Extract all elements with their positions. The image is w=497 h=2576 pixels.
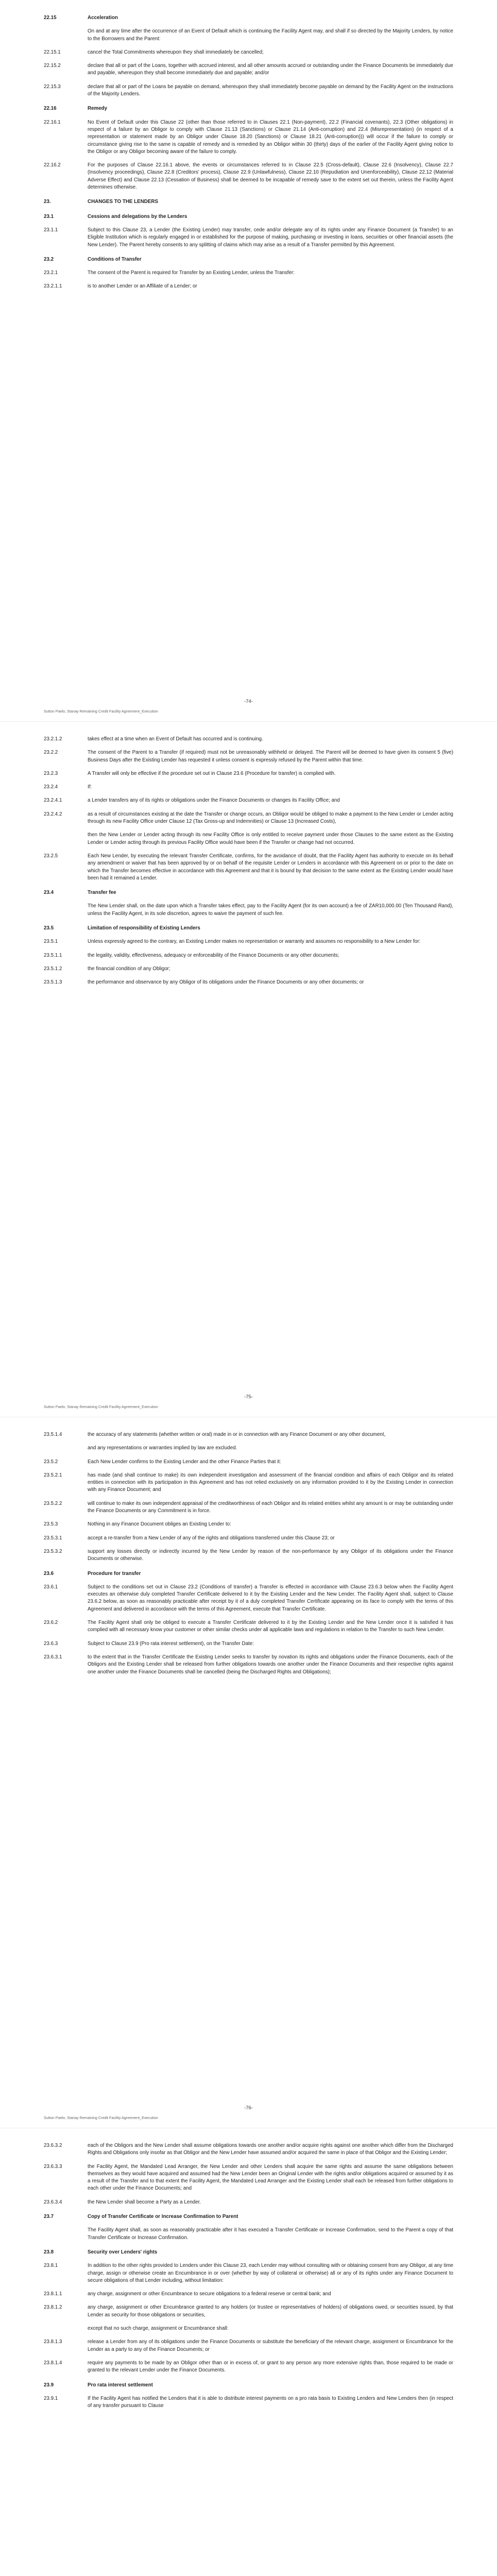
clause-paragraph bbox=[44, 62, 453, 77]
clause-text: The consent of the Parent to a Transfer (if required) must not be unreasonably withheld or delayed. The Parent will be deemed to have given its consent 5 (five) Business Days after the Existing Lender has requested it unless consent is expressly refused by the Parent within that time. bbox=[88, 750, 453, 763]
clause-paragraph bbox=[44, 1500, 453, 1515]
clause-number: 22.16 bbox=[44, 106, 57, 112]
clause-paragraph bbox=[44, 1535, 453, 1542]
clause-text: to the extent that in the Transfer Certificate the Existing Lender seeks to transfer by novation its rights and obligations under the Finance Documents, each of the Obligors and the Existing Lender shall be released from further obligations towards one another under the Finance Documents and their respective rights against one another under the Finance Documents shall be cancelled (being the Discharged Rights and Obligations); bbox=[88, 1654, 453, 1675]
clause-number: 23.8.1.4 bbox=[44, 2360, 62, 2366]
clause-text: the New Lender shall become a Party as a Lender. bbox=[88, 2199, 201, 2205]
clause-paragraph bbox=[44, 853, 453, 882]
clause-paragraph bbox=[44, 1640, 453, 1648]
clause-number: 23.5.2 bbox=[44, 1459, 58, 1465]
document-page-4 bbox=[0, 2128, 497, 2576]
clause-number: 23.5.3.2 bbox=[44, 1548, 62, 1554]
clause-paragraph bbox=[44, 2360, 453, 2375]
clause-paragraph bbox=[44, 1472, 453, 1494]
clause-paragraph bbox=[44, 1521, 453, 1528]
clause-heading-text: Remedy bbox=[88, 106, 108, 112]
clause-number: 23.8.1 bbox=[44, 2263, 58, 2269]
clause-heading-text: Security over Lenders' rights bbox=[88, 2249, 158, 2255]
clause-paragraph bbox=[44, 938, 453, 945]
clause-paragraph bbox=[44, 2338, 453, 2353]
clause-text: Unless expressly agreed to the contrary, an Existing Lender makes no representation or warranty and assumes no responsibility to a New Lender for: bbox=[88, 939, 421, 945]
clause-paragraph bbox=[44, 952, 453, 959]
clause-text: In addition to the other rights provided to Lenders under this Clause 23, each Lender may without consulting with or obtaining consent from any Obligor, at any time charge, assign or otherwise create an Encumbrance in or over (whether by way of collateral or otherwise) all or any of its rights under any Finance Document to secure obligations of that Lender including, without limitation: bbox=[88, 2263, 453, 2283]
clause-text: any charge, assignment or other Encumbrance granted to any holders (or trustee or representatives of holders) of obligations owed, or securities issued, by that Lender as security for those obligations or securities, bbox=[88, 2304, 453, 2318]
clause-number: 22.15.3 bbox=[44, 83, 61, 90]
clause-text: takes effect at a time when an Event of Default has occurred and is continuing. bbox=[88, 736, 263, 742]
document-page-1 bbox=[0, 0, 497, 721]
clause-text: declare that all or part of the Loans, together with accrued interest, and all other amounts accrued or outstanding under the Finance Documents be immediately due and payable, whereupon they shall become immediately due and payable; and/or bbox=[88, 63, 453, 76]
clause-paragraph bbox=[44, 797, 453, 804]
clause-text: release a Lender from any of its obligations under the Finance Documents or substitute the beneficiary of the relevant charge, assignment or Encumbrance for the Lender as a party to any of the Finance Documents; or bbox=[88, 2339, 453, 2352]
clause-number: 23. bbox=[44, 199, 51, 205]
clause-number: 23.2.4 bbox=[44, 784, 58, 790]
clause-text: A Transfer will only be effective if the procedure set out in Clause 23.6 (Procedure for transfer) is complied with. bbox=[88, 770, 336, 776]
clause-number: 23.2.5 bbox=[44, 853, 58, 859]
clause-number: 22.16.1 bbox=[44, 119, 61, 125]
clause-paragraph bbox=[44, 1431, 453, 1438]
clause-paragraph bbox=[44, 2142, 453, 2157]
clause-number: 23.2.1.2 bbox=[44, 736, 62, 742]
clause-heading bbox=[44, 198, 453, 206]
clause-number: 23.5.1.1 bbox=[44, 952, 62, 958]
clause-paragraph bbox=[44, 227, 453, 249]
clause-heading-text: Cessions and delegations by the Lenders bbox=[88, 213, 187, 219]
clause-heading-text: Transfer fee bbox=[88, 890, 116, 896]
clause-heading-text: Pro rata interest settlement bbox=[88, 2382, 153, 2388]
clause-number: 23.2.1 bbox=[44, 270, 58, 276]
clause-text: If the Facility Agent has notified the Lenders that it is able to distribute interest payments on a pro rata basis to Existing Lenders and New Lenders then (in respect of any transfer pursuant to Clause bbox=[88, 2395, 453, 2409]
clause-text: If: bbox=[88, 784, 92, 790]
clause-text: is to another Lender or an Affiliate of a Lender; or bbox=[88, 283, 197, 290]
clause-paragraph bbox=[44, 736, 453, 743]
clause-paragraph bbox=[44, 2395, 453, 2410]
clause-paragraph bbox=[44, 832, 453, 846]
page-footer: Sutton Paelo, Stanay Remaining Credit Facility Agreement_Execution bbox=[44, 2115, 158, 2120]
clause-paragraph bbox=[44, 2304, 453, 2319]
clause-number: 23.1.1 bbox=[44, 227, 58, 233]
clause-number: 23.5.2.1 bbox=[44, 1472, 62, 1478]
clause-paragraph bbox=[44, 1459, 453, 1466]
clause-paragraph bbox=[44, 749, 453, 764]
clause-heading bbox=[44, 2213, 453, 2221]
clause-number: 23.5.1.3 bbox=[44, 979, 62, 986]
clause-number: 23.6.3.2 bbox=[44, 2143, 62, 2148]
clause-heading-text: Copy of Transfer Certificate or Increase Confirmation to Parent bbox=[88, 2214, 238, 2220]
clause-paragraph bbox=[44, 2163, 453, 2193]
clause-paragraph bbox=[44, 1445, 453, 1452]
clause-number: 23.6.3.4 bbox=[44, 2199, 62, 2205]
clause-text: will continue to make its own independent appraisal of the creditworthiness of each Obligor and its related entities whilst any amount is or may be outstanding under the Finance Documents or any Commitment is in force. bbox=[88, 1500, 453, 1514]
clause-number: 23.5 bbox=[44, 925, 54, 931]
clause-paragraph bbox=[44, 1548, 453, 1563]
clause-number: 23.9 bbox=[44, 2382, 54, 2388]
clause-number: 23.9.1 bbox=[44, 2395, 58, 2401]
clause-text: cancel the Total Commitments whereupon they shall immediately be cancelled; bbox=[88, 49, 264, 55]
clause-paragraph bbox=[44, 28, 453, 43]
clause-heading-text: Procedure for transfer bbox=[88, 1570, 141, 1577]
clause-paragraph bbox=[44, 784, 453, 791]
clause-number: 23.5.3.1 bbox=[44, 1535, 62, 1541]
clause-number: 22.15 bbox=[44, 15, 57, 21]
clause-text: No Event of Default under this Clause 22 (other than those referred to in Clauses 22.1 (Non-payment), 22.2 (Financial covenants), 22.3 (Other obligations) in respect of a failure by an Obligor to comply with Clause 21.13 (Sanctions) or Clause 21.14 (Anti-corruption) and 22.4 (Misrepresentation) (in respect of a representation or statement made by an Obligor under Clause 18.20 (Sanctions) or Clause 18.21 (Anti-corruption))) will occur if the failure to comply or circumstance giving rise to the same is capable of remedy and is remedied by an Obligor within 30 (thirty) days of the earlier of the Facility Agent giving notice to the Obligor or any Obligor becoming aware of the failure to comply. bbox=[88, 119, 453, 155]
clause-text: the Facility Agent, the Mandated Lead Arranger, the New Lender and other Lenders shall acquire the same rights and assume the same obligations between themselves as they would have acquired and assumed had the New Lender been an Original Lender with the rights and/or obligations acquired or assumed by it as a result of the Transfer and to that extent the Facility Agent, the Mandated Lead Arranger and the Existing Lender shall each be released from further obligations to each other under the Finance Documents; and bbox=[88, 2163, 453, 2192]
clause-paragraph bbox=[44, 811, 453, 826]
document-page-2 bbox=[0, 721, 497, 1417]
clause-number: 23.6.3.1 bbox=[44, 1654, 62, 1660]
clause-heading bbox=[44, 1570, 453, 1578]
clause-paragraph bbox=[44, 2227, 453, 2242]
clause-text: the performance and observance by any Obligor of its obligations under the Finance Documents or any other documents; or bbox=[88, 979, 364, 986]
clause-heading-text: CHANGES TO THE LENDERS bbox=[88, 199, 158, 205]
clause-heading bbox=[44, 2382, 453, 2389]
clause-heading bbox=[44, 925, 453, 932]
clause-heading bbox=[44, 105, 453, 112]
clause-heading bbox=[44, 213, 453, 221]
clause-text: require any payments to be made by an Obligor other than or in excess of, or grant to any person any more extensive rights than, those required to be made or granted to the relevant Lender under the Finance Documents. bbox=[88, 2360, 453, 2374]
clause-heading bbox=[44, 2249, 453, 2256]
clause-paragraph bbox=[44, 2199, 453, 2206]
clause-heading bbox=[44, 889, 453, 896]
clause-text: then the New Lender or Lender acting through its new Facility Office is only entitled to receive payment under those Clauses to the same extent as the Existing Lender or Lender acting through its previous Facility Office would have been if the Transfer or change had not occurred. bbox=[88, 832, 453, 845]
clause-number: 23.4 bbox=[44, 890, 54, 896]
clause-paragraph bbox=[44, 83, 453, 98]
clause-text: a Lender transfers any of its rights or obligations under the Finance Documents or changes its Facility Office; and bbox=[88, 798, 340, 804]
clause-paragraph bbox=[44, 283, 453, 290]
clause-text: The consent of the Parent is required for Transfer by an Existing Lender, unless the Transfer: bbox=[88, 270, 295, 276]
clause-paragraph bbox=[44, 1584, 453, 1613]
clause-text: On and at any time after the occurrence of an Event of Default which is continuing the Facility Agent may, and shall if so directed by the Majority Lenders, by notice to the Borrowers and the Parent: bbox=[88, 28, 453, 42]
clause-text: the accuracy of any statements (whether written or oral) made in or in connection with any Finance Document or any other document, bbox=[88, 1432, 386, 1437]
clause-text: The New Lender shall, on the date upon which a Transfer takes effect, pay to the Facility Agent (for its own account) a fee of ZAR10,000.00 (Ten Thousand Rand), unless the Facility Agent, in its sole discretion, agrees to waive the payment of such fee. bbox=[88, 903, 453, 917]
clause-number: 23.2.1.1 bbox=[44, 283, 62, 290]
clause-number: 23.6.2 bbox=[44, 1620, 58, 1626]
clause-paragraph bbox=[44, 965, 453, 973]
clause-text: Subject to this Clause 23, a Lender (the Existing Lender) may transfer, cede and/or delegate any of its rights under any Finance Document (a Transfer) to an Eligible Institution which is regularly engaged in or established for the purpose of making, purchasing or investing in loans, securities or other financial assets (the New Lender). The Parent hereby consents to any splitting of claims which may arise as a result of a Transfer permitted by this Agreement. bbox=[88, 227, 453, 248]
clause-paragraph bbox=[44, 2325, 453, 2332]
page-footer: Sutton Paelo, Stanay Remaining Credit Facility Agreement_Execution bbox=[44, 1404, 158, 1409]
clause-number: 23.2 bbox=[44, 256, 54, 262]
clause-text: For the purposes of Clause 22.16.1 above, the events or circumstances referred to in Clause 22.5 (Cross-default), Clause 22.6 (Insolvency), Clause 22.7 (Insolvency proceedings), Clause 22.8 (Creditors' process), Clause 22.9 (Unlawfulness), Clause 22.10 (Repudiation and Unenforceability), Clause 22.12 (Material Adverse Effect) and Clause 22.13 (Cessation of Business) shall be deemed to be incapable of remedy save to the extent set out therein, unless the Facility Agent determines otherwise. bbox=[88, 162, 453, 191]
clause-number: 23.5.1.2 bbox=[44, 965, 62, 972]
clause-text: Each New Lender confirms to the Existing Lender and the other Finance Parties that it: bbox=[88, 1459, 281, 1465]
clause-number: 23.6 bbox=[44, 1570, 54, 1577]
clause-number: 23.1 bbox=[44, 213, 54, 219]
clause-paragraph bbox=[44, 1654, 453, 1676]
clause-number: 23.6.3.3 bbox=[44, 2163, 62, 2170]
clause-number: 23.5.1.4 bbox=[44, 1432, 62, 1437]
clause-text: support any losses directly or indirectly incurred by the New Lender by reason of the non-performance by any Obligor of its obligations under the Finance Documents or otherwise. bbox=[88, 1548, 453, 1562]
clause-text: each of the Obligors and the New Lender shall assume obligations towards one another and/or acquire rights against one another which differ from the Discharged Rights and Obligations only insofar as that Obligor and the New Lender have assumed and/or acquired the same in place of that Obligor and the Existing Lender; bbox=[88, 2143, 453, 2156]
clause-text: as a result of circumstances existing at the date the Transfer or change occurs, an Obligor would be obliged to make a payment to the New Lender or Lender acting through its new Facility Office under Clause 12 (Tax Gross-up and Indemnities) or Clause 13 (Increased Costs), bbox=[88, 811, 453, 825]
clause-number: 22.16.2 bbox=[44, 162, 61, 168]
clause-number: 23.8.1.2 bbox=[44, 2304, 62, 2311]
clause-text: The Facility Agent shall only be obliged to execute a Transfer Certificate delivered to it by the Existing Lender and the New Lender once it is satisfied it has complied with all necessary know your customer or other similar checks under all applicable laws and regulations in relation to the Transfer to such New Lender. bbox=[88, 1620, 453, 1633]
clause-paragraph bbox=[44, 162, 453, 191]
clause-paragraph bbox=[44, 49, 453, 56]
clause-text: declare that all or part of the Loans be payable on demand, whereupon they shall immediately become payable on demand by the Facility Agent on the instructions of the Majority Lenders. bbox=[88, 83, 453, 97]
document-page-3 bbox=[0, 1417, 497, 2128]
clause-text: the financial condition of any Obligor; bbox=[88, 965, 170, 972]
clause-text: Subject to the conditions set out in Clause 23.2 (Conditions of transfer) a Transfer is effected in accordance with Clause 23.6.3 below when the Facility Agent executes an otherwise duly completed Transfer Certificate delivered to it by the Existing Lender and the New Lender. The Facility Agent shall, subject to Clause 23.6.2 below, as soon as reasonably practicable after receipt by it of a duly completed Transfer Certificate appearing on its face to comply with the terms of this Agreement and delivered in accordance with the terms of this Agreement, execute that Transfer Certificate. bbox=[88, 1584, 453, 1612]
clause-paragraph bbox=[44, 119, 453, 156]
page-footer: Sutton Paelo, Stanay Remaining Credit Facility Agreement_Execution bbox=[44, 709, 158, 714]
clause-number: 23.8.1.3 bbox=[44, 2339, 62, 2345]
page-separator bbox=[0, 721, 497, 722]
clause-text: except that no such charge, assignment or Encumbrance shall: bbox=[88, 2326, 229, 2332]
clause-number: 22.15.2 bbox=[44, 63, 61, 69]
clause-text: Nothing in any Finance Document obliges an Existing Lender to: bbox=[88, 1521, 231, 1528]
clause-text: the legality, validity, effectiveness, adequacy or enforceability of the Finance Documents or any other documents; bbox=[88, 952, 339, 958]
clause-text: any charge, assignment or other Encumbrance to secure obligations to a federal reserve or central bank; and bbox=[88, 2291, 331, 2297]
clause-number: 23.2.2 bbox=[44, 750, 58, 756]
clause-heading-text: Acceleration bbox=[88, 15, 118, 21]
clause-paragraph bbox=[44, 979, 453, 986]
clause-paragraph bbox=[44, 2262, 453, 2284]
clause-number: 23.2.4.1 bbox=[44, 798, 62, 804]
clause-heading bbox=[44, 14, 453, 22]
clause-number: 23.5.3 bbox=[44, 1521, 58, 1528]
clause-paragraph bbox=[44, 2291, 453, 2298]
clause-number: 23.8.1.1 bbox=[44, 2291, 62, 2297]
clause-text: The Facility Agent shall, as soon as reasonably practicable after it has executed a Transfer Certificate or Increase Confirmation, send to the Parent a copy of that Transfer Certificate or Increase Confirmation. bbox=[88, 2227, 453, 2241]
clause-heading-text: Limitation of responsibility of Existing Lenders bbox=[88, 925, 200, 931]
clause-text: has made (and shall continue to make) its own independent investigation and assessment of the financial condition and affairs of each Obligor and its related entities in connection with its participation in this Agreement and has not relied exclusively on any information provided to it by the Existing Lender in connection with any Finance Document; and bbox=[88, 1472, 453, 1493]
clause-text: Each New Lender, by executing the relevant Transfer Certificate, confirms, for the avoidance of doubt, that the Facility Agent has authority to execute on its behalf any amendment or waiver that has been approved by or on behalf of the requisite Lender or Lenders in accordance with this Agreement on or prior to the date on which the Transfer becomes effective in accordance with this Agreement and that it is bound by that decision to the same extent as the Existing Lender would have been had it remained a Lender. bbox=[88, 853, 453, 881]
clause-paragraph bbox=[44, 770, 453, 777]
clause-number: 23.6.3 bbox=[44, 1640, 58, 1647]
clause-heading-text: Conditions of Transfer bbox=[88, 256, 142, 262]
clause-text: accept a re-transfer from a New Lender of any of the rights and obligations transferred under this Clause 23; or bbox=[88, 1535, 335, 1541]
clause-paragraph bbox=[44, 1619, 453, 1634]
page-number: -75- bbox=[244, 1394, 253, 1400]
clause-number: 23.2.3 bbox=[44, 770, 58, 776]
clause-heading bbox=[44, 256, 453, 263]
clause-number: 23.5.1 bbox=[44, 939, 58, 945]
page-number: -76- bbox=[244, 2105, 253, 2111]
clause-number: 23.8 bbox=[44, 2249, 54, 2255]
clause-paragraph bbox=[44, 903, 453, 918]
page-number: -74- bbox=[244, 699, 253, 704]
clause-number: 23.7 bbox=[44, 2214, 54, 2220]
clause-number: 23.5.2.2 bbox=[44, 1500, 62, 1506]
clause-number: 23.2.4.2 bbox=[44, 811, 62, 817]
clause-text: Subject to Clause 23.9 (Pro rata interest settlement), on the Transfer Date: bbox=[88, 1640, 254, 1647]
clause-paragraph bbox=[44, 269, 453, 277]
clause-text: and any representations or warranties implied by law are excluded. bbox=[88, 1445, 237, 1451]
clause-number: 22.15.1 bbox=[44, 49, 61, 55]
clause-number: 23.6.1 bbox=[44, 1584, 58, 1590]
